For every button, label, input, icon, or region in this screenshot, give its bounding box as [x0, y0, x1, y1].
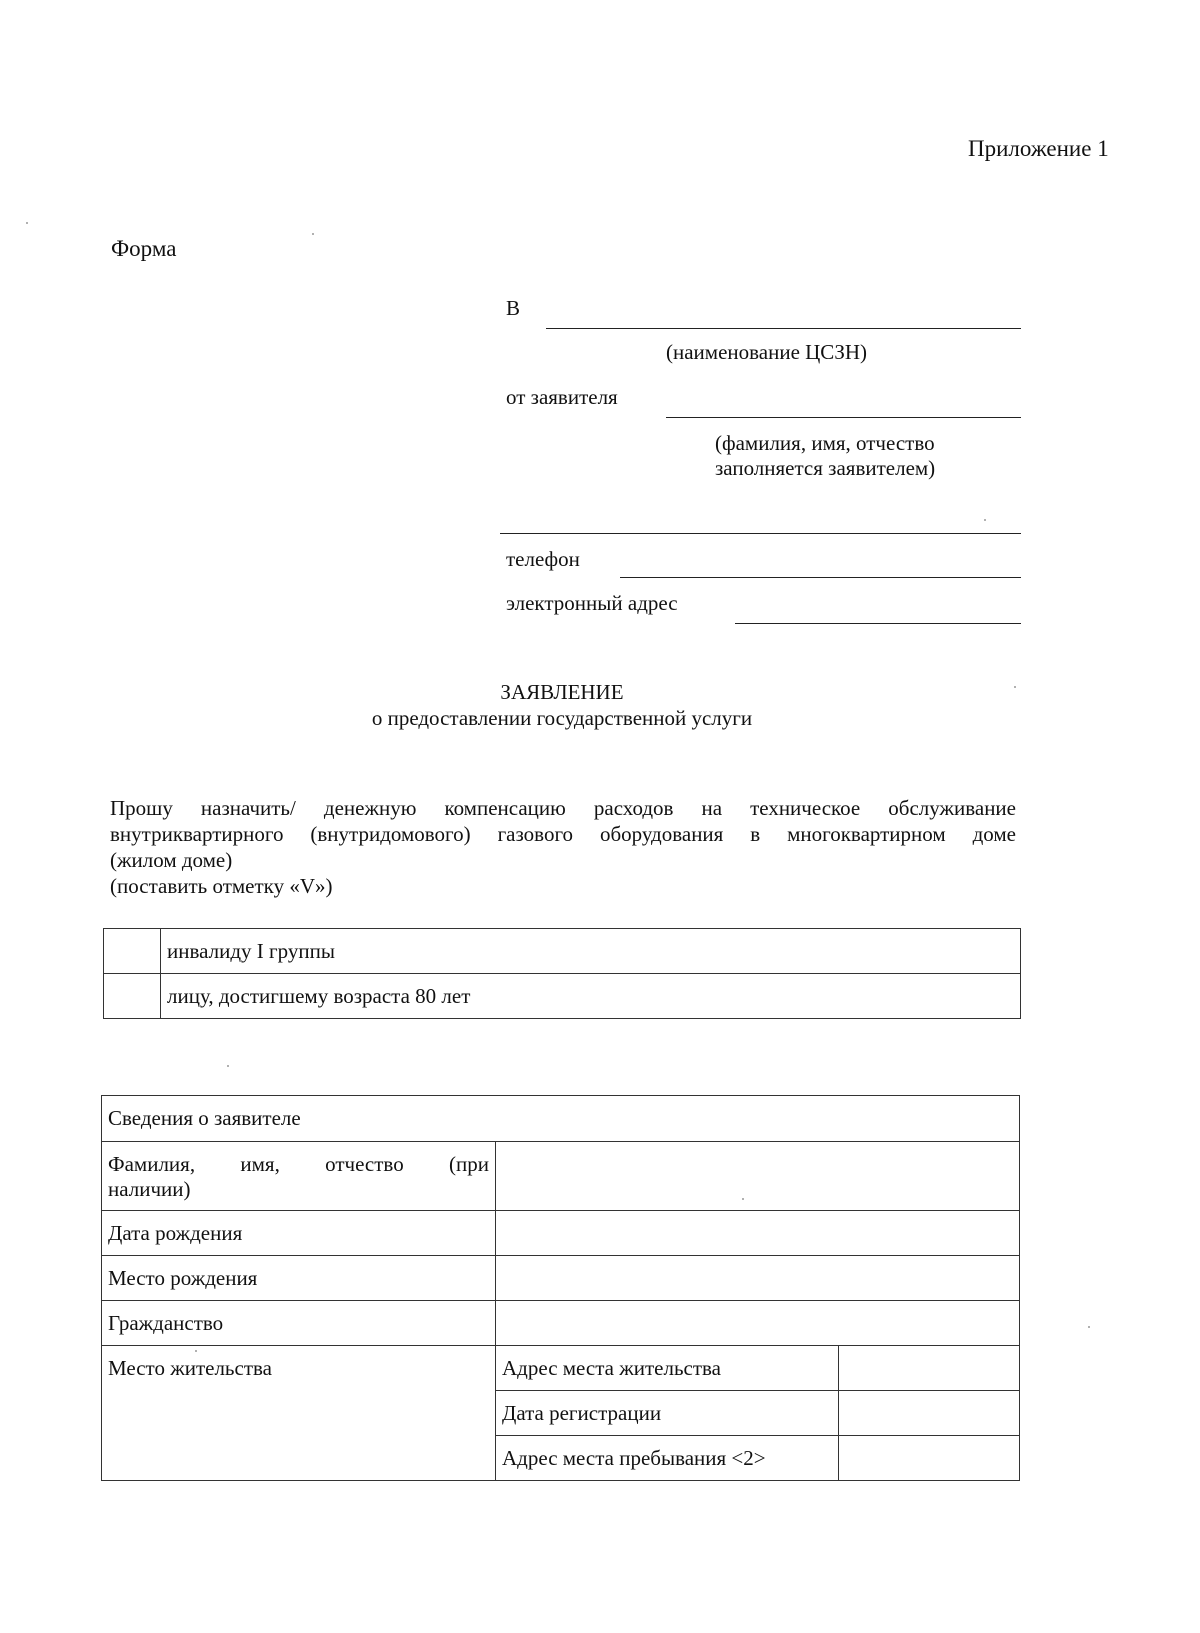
residence-address-field[interactable]	[839, 1346, 1020, 1391]
request-line-4: (поставить отметку «V»)	[110, 874, 333, 898]
birth-place-field[interactable]	[496, 1256, 1020, 1301]
birth-place-label: Место рождения	[102, 1256, 496, 1301]
fio-value-field[interactable]	[496, 1142, 1020, 1211]
registration-date-label: Дата регистрации	[496, 1391, 839, 1436]
registration-date-field[interactable]	[839, 1391, 1020, 1436]
document-title: ЗАЯВЛЕНИЕ	[500, 680, 624, 704]
option-checkbox-1[interactable]	[104, 929, 161, 974]
from-caption-line1: (фамилия, имя, отчество	[715, 431, 935, 455]
request-paragraph	[110, 795, 1016, 899]
appendix-label: Приложение 1	[968, 136, 1109, 161]
scan-speck	[26, 222, 28, 224]
to-caption: (наименование ЦСЗН)	[666, 340, 867, 364]
scan-speck	[227, 1065, 229, 1067]
applicant-header: Сведения о заявителе	[102, 1096, 1020, 1142]
email-field-line[interactable]	[735, 623, 1021, 624]
document-subtitle: о предоставлении государственной услуги	[371, 706, 753, 730]
scan-speck	[1014, 686, 1016, 688]
request-line-1: Прошу назначить/ денежную компенсацию расходов на техническое обслуживание	[110, 796, 1016, 820]
scan-speck	[195, 1350, 197, 1352]
fio-label-line1: Фамилия, имя, отчество (при	[108, 1152, 489, 1176]
birth-date-label: Дата рождения	[102, 1211, 496, 1256]
request-line-3: (жилом доме)	[110, 848, 233, 872]
scan-speck	[312, 233, 314, 235]
options-table	[103, 928, 1021, 1019]
fio-label-line2: наличии)	[108, 1177, 191, 1201]
phone-label: телефон	[506, 547, 580, 571]
option-label-2: лицу, достигшему возраста 80 лет	[161, 974, 1021, 1019]
option-checkbox-2[interactable]	[104, 974, 161, 1019]
from-field-line[interactable]	[666, 417, 1021, 418]
fio-label	[102, 1142, 496, 1211]
applicant-table	[101, 1095, 1020, 1481]
birth-date-field[interactable]	[496, 1211, 1020, 1256]
to-field-line[interactable]	[546, 328, 1021, 329]
scan-speck	[984, 519, 986, 521]
from-extra-line[interactable]	[500, 533, 1021, 534]
from-caption-line2: заполняется заявителем)	[715, 456, 936, 480]
scan-speck	[742, 1198, 744, 1200]
residence-label: Место жительства	[102, 1346, 496, 1481]
citizenship-field[interactable]	[496, 1301, 1020, 1346]
stay-address-field[interactable]	[839, 1436, 1020, 1481]
request-line-2: внутриквартирного (внутридомового) газового оборудования в многоквартирном доме	[110, 822, 1016, 846]
residence-address-label: Адрес места жительства	[496, 1346, 839, 1391]
citizenship-label: Гражданство	[102, 1301, 496, 1346]
stay-address-label: Адрес места пребывания <2>	[496, 1436, 839, 1481]
option-row	[104, 974, 1021, 1019]
form-label: Форма	[111, 236, 177, 261]
from-label: от заявителя	[506, 385, 618, 409]
scan-speck	[1088, 1326, 1090, 1328]
phone-field-line[interactable]	[620, 577, 1021, 578]
option-label-1: инвалиду I группы	[161, 929, 1021, 974]
option-row	[104, 929, 1021, 974]
to-prefix: В	[506, 296, 521, 320]
email-label: электронный адрес	[506, 591, 678, 615]
